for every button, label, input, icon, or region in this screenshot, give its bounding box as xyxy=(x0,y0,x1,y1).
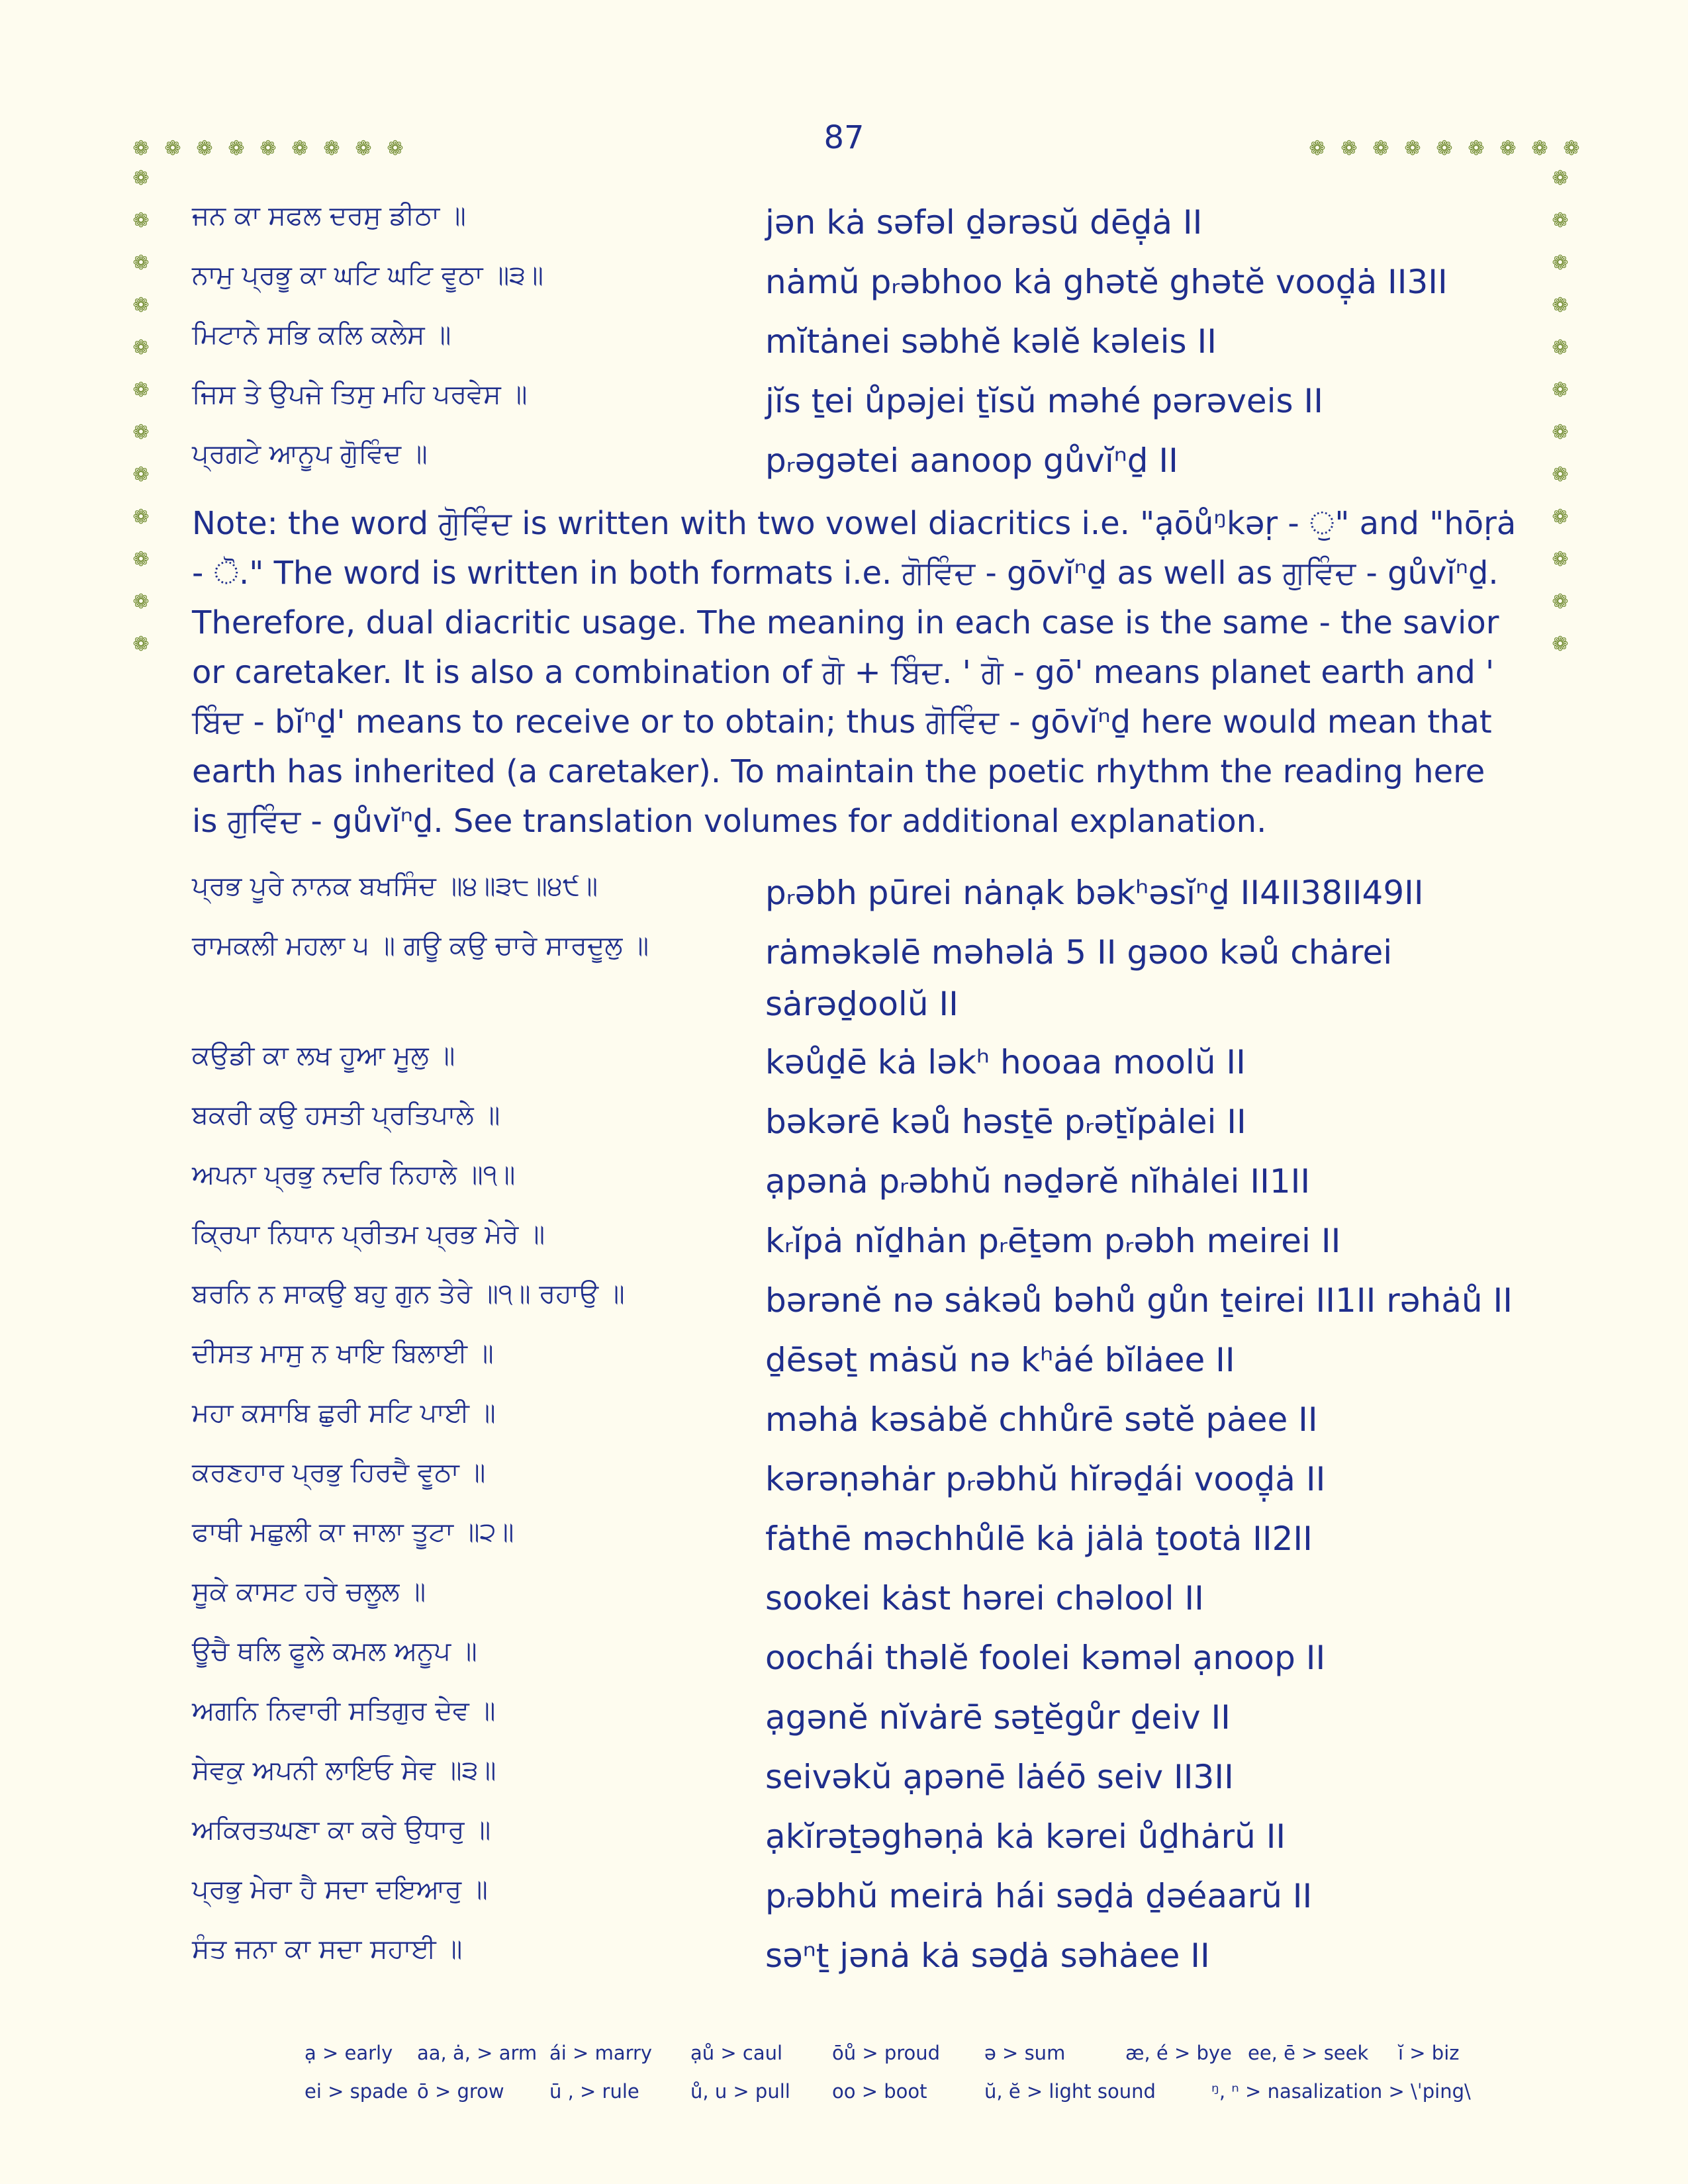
legend-item: aa, ȧ, > arm xyxy=(417,2042,538,2064)
transliteration-text: nȧmŭ pᵣəbhoo kȧ ghətĕ ghətĕ vooḏ̣ȧ II3II xyxy=(765,263,1448,301)
transliteration-text: pᵣəbh pūrei nȧnạk bəkʰəsĭⁿḏ II4II38II49II xyxy=(765,874,1424,912)
transliteration-text: ạkĭrəṯəghəṇȧ kȧ kərei ůḏhȧrŭ II xyxy=(765,1817,1286,1856)
legend-row xyxy=(305,2080,1496,2118)
flower-ornament-icon: ❁ xyxy=(1563,137,1580,160)
gurmukhi-text: ਮਿਟਾਨੇ ਸਭਿ ਕਲਿ ਕਲੇਸ ॥ xyxy=(192,320,451,350)
legend-item: æ, é > bye xyxy=(1125,2042,1232,2064)
gurmukhi-text: ਪ੍ਰਗਟੇ ਆਨੂਪ ਗੋੁਵਿੰਦ ॥ xyxy=(192,439,428,469)
transliteration-text: oochái thəlĕ foolei kəməl ạnoop II xyxy=(765,1639,1326,1677)
flower-ornament-icon: ❁ xyxy=(196,137,213,160)
flower-ornament-icon: ❁ xyxy=(132,633,150,656)
flower-ornament-icon: ❁ xyxy=(1499,137,1517,160)
verse-line xyxy=(192,1692,1529,1745)
verse-line xyxy=(192,867,1529,920)
page-number: 87 xyxy=(823,119,865,156)
verse-line xyxy=(192,1334,1529,1387)
transliteration-text: kəůḏē kȧ ləkʰ hooaa moolŭ II xyxy=(765,1043,1246,1081)
flower-ornament-icon: ❁ xyxy=(132,336,150,359)
legend-item: ái > marry xyxy=(549,2042,653,2064)
gurmukhi-text: ਬਰਨਿ ਨ ਸਾਕਉ ਬਹੁ ਗੁਨ ਤੇਰੇ ॥੧॥ ਰਹਾਉ ॥ xyxy=(192,1279,625,1309)
transliteration-text: jĭs ṯei ůpəjei ṯĭsŭ məhé pərəveis II xyxy=(765,382,1323,420)
flower-ornament-icon: ❁ xyxy=(164,137,181,160)
gurmukhi-text: ਮਹਾ ਕਸਾਬਿ ਛੁਰੀ ਸਟਿ ਪਾਈ ॥ xyxy=(192,1398,496,1428)
verse-line xyxy=(192,1572,1529,1625)
flower-ornament-icon: ❁ xyxy=(1309,137,1326,160)
flower-ornament-icon: ❁ xyxy=(1552,336,1569,359)
transliteration-text: məhȧ kəsȧbĕ chhůrē sətĕ pȧee II xyxy=(765,1400,1318,1439)
legend-item: ᵑ, ⁿ > nasalization > \ˈping\ xyxy=(1211,2080,1471,2103)
legend-item: ə > sum xyxy=(984,2042,1066,2064)
verse-line xyxy=(192,375,1529,428)
verse-line xyxy=(192,1751,1529,1804)
flower-ornament-icon: ❁ xyxy=(387,137,404,160)
transliteration-text: səⁿṯ jənȧ kȧ səḏȧ səhȧee II xyxy=(765,1936,1210,1975)
legend-item: ōů > proud xyxy=(832,2042,941,2064)
verse-line xyxy=(192,197,1529,250)
gurmukhi-text: ਸੰਤ ਜਨਾ ਕਾ ਸਦਾ ਸਹਾਈ ॥ xyxy=(192,1934,463,1964)
verse-line xyxy=(192,1215,1529,1268)
flower-ornament-icon: ❁ xyxy=(132,548,150,571)
gurmukhi-text: ਜਨ ਕਾ ਸਫਲ ਦਰਸੁ ਡੀਠਾ ॥ xyxy=(192,201,466,231)
gurmukhi-text: ਦੀਸਤ ਮਾਸੁ ਨ ਖਾਇ ਬਿਲਾਈ ॥ xyxy=(192,1338,494,1369)
flower-ornament-icon: ❁ xyxy=(1404,137,1421,160)
verse-line xyxy=(192,435,1529,488)
verse-line xyxy=(192,927,1529,1023)
flower-ornament-icon: ❁ xyxy=(132,137,150,160)
transliteration-text: fȧthē məchhůlē kȧ jȧlȧ ṯootȧ II2II xyxy=(765,1520,1313,1558)
flower-ornament-icon: ❁ xyxy=(1372,137,1389,160)
flower-ornament-icon: ❁ xyxy=(132,167,150,190)
transliteration-text: rȧməkəlē məhəlȧ 5 II gəoo kəů chȧrei sȧrəḏoolŭ II xyxy=(765,933,1393,1023)
verse-line xyxy=(192,1811,1529,1864)
flower-ornament-icon: ❁ xyxy=(1552,463,1569,486)
flower-ornament-icon: ❁ xyxy=(1552,209,1569,232)
flower-ornament-icon: ❁ xyxy=(1552,294,1569,317)
gurmukhi-text: ਪ੍ਰਭੁ ਮੇਰਾ ਹੈ ਸਦਾ ਦਇਆਰੁ ॥ xyxy=(192,1874,488,1905)
flower-ornament-icon: ❁ xyxy=(1552,590,1569,614)
flower-ornament-icon: ❁ xyxy=(355,137,372,160)
legend-item: ĭ > biz xyxy=(1398,2042,1460,2064)
flower-ornament-icon: ❁ xyxy=(1552,506,1569,529)
transliteration-text: bərənĕ nə sȧkəů bəhů gůn ṯeirei II1II rəhȧů II xyxy=(765,1281,1513,1320)
gurmukhi-text: ਅਪਨਾ ਪ੍ਰਭੁ ਨਦਰਿ ਨਿਹਾਲੇ ॥੧॥ xyxy=(192,1160,516,1190)
flower-ornament-icon: ❁ xyxy=(132,590,150,614)
verse-line xyxy=(192,1513,1529,1566)
flower-ornament-icon: ❁ xyxy=(259,137,277,160)
flower-ornament-icon: ❁ xyxy=(1531,137,1548,160)
legend-item: oo > boot xyxy=(832,2080,927,2103)
flower-ornament-icon: ❁ xyxy=(1552,421,1569,444)
transliteration-text: ạgənĕ nĭvȧrē səṯĕgůr ḏeiv II xyxy=(765,1698,1231,1737)
gurmukhi-text: ਨਾਮੁ ਪ੍ਰਭੂ ਕਾ ਘਟਿ ਘਟਿ ਵੂਠਾ ॥੩॥ xyxy=(192,260,544,291)
transliteration-text: jən kȧ səfəl ḏərəsŭ dēḏ̣ȧ II xyxy=(765,203,1203,242)
transliteration-text: pᵣəgətei aanoop gůvĭⁿḏ II xyxy=(765,441,1178,480)
gurmukhi-text: ਕ੍ਰਿਪਾ ਨਿਧਾਨ ਪ੍ਰੀਤਮ ਪ੍ਰਭ ਮੇਰੇ ॥ xyxy=(192,1219,545,1250)
legend-row xyxy=(305,2042,1496,2080)
flower-ornament-icon: ❁ xyxy=(132,506,150,529)
transliteration-text: kᵣĭpȧ nĭḏhȧn pᵣēṯəm pᵣəbh meirei II xyxy=(765,1222,1341,1260)
flower-ornament-icon: ❁ xyxy=(1436,137,1453,160)
verse-line xyxy=(192,1036,1529,1089)
verse-line xyxy=(192,1453,1529,1506)
gurmukhi-text: ਫਾਥੀ ਮਛੁਲੀ ਕਾ ਜਾਲਾ ਤੂਟਾ ॥੨॥ xyxy=(192,1517,514,1547)
legend-item: ạ > early xyxy=(305,2042,393,2064)
verse-line xyxy=(192,1870,1529,1923)
transliteration-text: kərəṇəhȧr pᵣəbhŭ hĭrəḏái vooḏ̣ȧ II xyxy=(765,1460,1326,1498)
verse-line xyxy=(192,256,1529,309)
verse-line xyxy=(192,1096,1529,1149)
gurmukhi-text: ਰਾਮਕਲੀ ਮਹਲਾ ੫ ॥ ਗਊ ਕਉ ਚਾਰੇ ਸਾਰਦੂਲੁ ॥ xyxy=(192,931,649,961)
transliteration-text: mĭtȧnei səbhĕ kəlĕ kəleis II xyxy=(765,322,1217,361)
gurmukhi-text: ਬਕਰੀ ਕਉ ਹਸਤੀ ਪ੍ਰਤਿਪਾਲੇ ॥ xyxy=(192,1100,500,1130)
flower-ornament-icon: ❁ xyxy=(1552,379,1569,402)
transliteration-text: sookei kȧst hərei chəlool II xyxy=(765,1579,1204,1617)
gurmukhi-text: ਸੂਕੇ ਕਾਸਟ ਹਰੇ ਚਲੂਲ ॥ xyxy=(192,1576,426,1607)
verse-line xyxy=(192,1275,1529,1328)
flower-ornament-icon: ❁ xyxy=(132,421,150,444)
legend-item: ŭ, ĕ > light sound xyxy=(984,2080,1156,2103)
transliteration-text: pᵣəbhŭ meirȧ hái səḏȧ ḏəéaarŭ II xyxy=(765,1877,1313,1915)
transliteration-text: bəkərē kəů həsṯē pᵣəṯĭpȧlei II xyxy=(765,1103,1246,1141)
flower-ornament-icon: ❁ xyxy=(1552,251,1569,275)
legend-item: ạů > caul xyxy=(690,2042,783,2064)
legend-item: ů, u > pull xyxy=(690,2080,790,2103)
gurmukhi-text: ਜਿਸ ਤੇ ਉਪਜੇ ਤਿਸੁ ਮਹਿ ਪਰਵੇਸ ॥ xyxy=(192,379,528,410)
flower-ornament-icon: ❁ xyxy=(291,137,308,160)
gurmukhi-text: ਕਰਣਹਾਰ ਪ੍ਰਭੁ ਹਿਰਦੈ ਵੂਠਾ ॥ xyxy=(192,1457,486,1488)
gurmukhi-text: ਅਗਨਿ ਨਿਵਾਰੀ ਸਤਿਗੁਰ ਦੇਵ ॥ xyxy=(192,1696,496,1726)
flower-ornament-icon: ❁ xyxy=(132,209,150,232)
pronunciation-legend xyxy=(305,2042,1496,2118)
flower-ornament-icon: ❁ xyxy=(1552,633,1569,656)
legend-item: ō > grow xyxy=(417,2080,504,2103)
legend-item: ee, ē > seek xyxy=(1248,2042,1369,2064)
flower-ornament-icon: ❁ xyxy=(1340,137,1358,160)
gurmukhi-text: ਅਕਿਰਤਘਣਾ ਕਾ ਕਰੇ ਉਧਾਰੁ ॥ xyxy=(192,1815,491,1845)
gurmukhi-text: ਪ੍ਰਭ ਪੂਰੇ ਨਾਨਕ ਬਖਸਿੰਦ ॥੪॥੩੮॥੪੯॥ xyxy=(192,871,598,901)
flower-ornament-icon: ❁ xyxy=(228,137,245,160)
transliteration-text: ḏēsəṯ mȧsŭ nə kʰȧé bĭlȧee II xyxy=(765,1341,1235,1379)
verse-line xyxy=(192,1394,1529,1447)
verse-line xyxy=(192,316,1529,369)
gurmukhi-text: ਊਚੈ ਥਲਿ ਫੂਲੇ ਕਮਲ ਅਨੂਪ ॥ xyxy=(192,1636,477,1666)
legend-item: ei > spade xyxy=(305,2080,408,2103)
verse-line xyxy=(192,1156,1529,1208)
flower-ornament-icon: ❁ xyxy=(323,137,340,160)
legend-item: ū , > rule xyxy=(549,2080,639,2103)
verse-line xyxy=(192,1632,1529,1685)
flower-ornament-icon: ❁ xyxy=(132,294,150,317)
flower-ornament-icon: ❁ xyxy=(1552,167,1569,190)
note-paragraph: Note: the word ਗੋੁਵਿੰਦ is written with two vowel diacritics i.e. "ạōůᵑkəṛ - ੁ" and "hōṛȧ - ੋ." The word is written in both formats i.e. ਗੋਵਿੰਦ - gōvĭⁿḏ as well as ਗੁਵਿੰਦ - gůvĭⁿḏ. Therefore, dual diacritic usage. The meaning in each case is the same - the savior or caretaker. It is also a combination of ਗੋ + ਬਿੰਦ. ' ਗੋ - gō' means planet earth and ' ਬਿੰਦ - bĭⁿḏ' means to receive or to obtain; thus ਗੋਵਿੰਦ - gōvĭⁿḏ here would mean that earth has inherited (a caretaker). To maintain the poetic rhythm the reading here is ਗੁਵਿੰਦ - gůvĭⁿḏ. See translation volumes for additional explanation. xyxy=(192,505,1517,840)
transliteration-text: ạpənȧ pᵣəbhŭ nəḏərĕ nĭhȧlei II1II xyxy=(765,1162,1311,1201)
flower-ornament-icon: ❁ xyxy=(132,463,150,486)
gurmukhi-text: ਕਉਡੀ ਕਾ ਲਖ ਹੂਆ ਮੂਲੁ ॥ xyxy=(192,1040,455,1071)
gurmukhi-text: ਸੇਵਕੁ ਅਪਨੀ ਲਾਇਓ ਸੇਵ ॥੩॥ xyxy=(192,1755,496,1786)
flower-ornament-icon: ❁ xyxy=(1468,137,1485,160)
verse-line xyxy=(192,1930,1529,1983)
flower-ornament-icon: ❁ xyxy=(1552,548,1569,571)
flower-ornament-icon: ❁ xyxy=(132,379,150,402)
flower-ornament-icon: ❁ xyxy=(132,251,150,275)
transliteration-text: seivəkŭ ạpənē lȧéō seiv II3II xyxy=(765,1758,1234,1796)
